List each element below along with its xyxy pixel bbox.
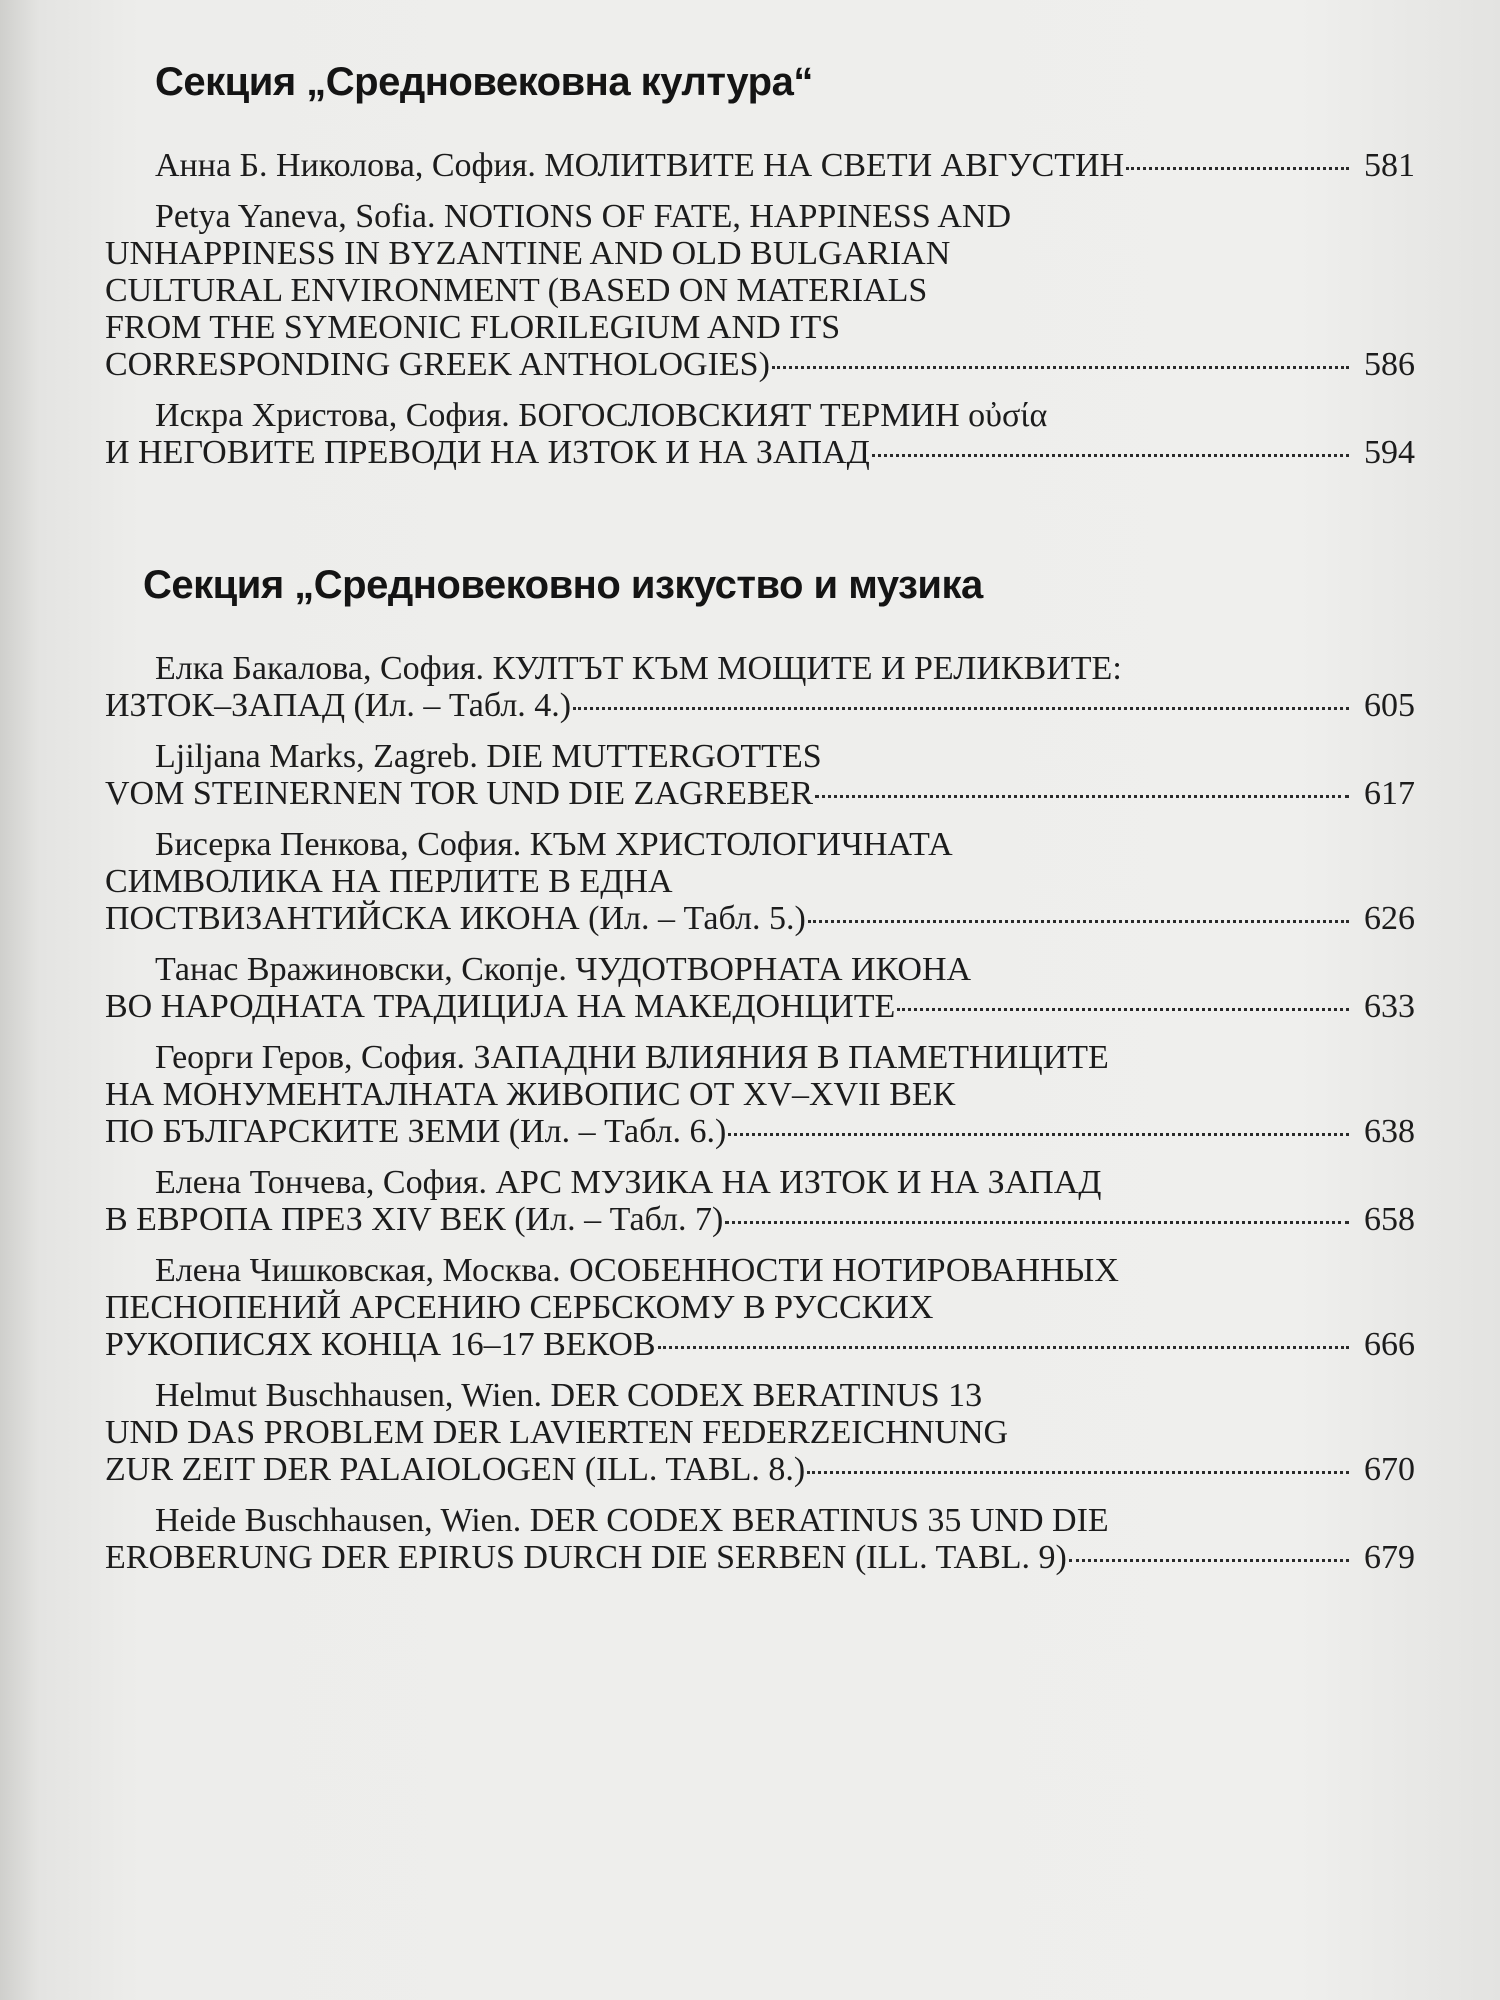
section-medieval-art-music	[95, 563, 1415, 1576]
entry-text: ПОСТВИЗАНТИЙСКА ИКОНА (Ил. – Табл. 5.)	[105, 900, 806, 937]
dot-leader	[872, 454, 1349, 457]
entry-text: РУКОПИСЯХ КОНЦА 16–17 ВЕКОВ	[105, 1326, 656, 1363]
dot-leader	[808, 920, 1349, 923]
page-number: 586	[1364, 346, 1415, 383]
dot-leader	[573, 707, 1349, 710]
toc-entry	[95, 738, 1415, 812]
toc-entry	[95, 650, 1415, 724]
toc-entry	[95, 1377, 1415, 1488]
page-number: 666	[1364, 1326, 1415, 1363]
dot-leader	[728, 1133, 1349, 1136]
entry-text: Анна Б. Николова, София. МОЛИТВИТЕ НА СВЕТИ АВГУСТИН	[155, 147, 1125, 184]
entry-text: EROBERUNG DER EPIRUS DURCH DIE SERBEN (ILL. TABL. 9)	[105, 1539, 1067, 1576]
toc-entry	[95, 1252, 1415, 1363]
entry-text: Helmut Buschhausen, Wien. DER CODEX BERATINUS 13	[155, 1377, 983, 1414]
entry-text: ZUR ZEIT DER PALAIOLOGEN (ILL. TABL. 8.)	[105, 1451, 806, 1488]
toc-entry	[95, 198, 1415, 383]
entry-text: ПЕСНОПЕНИЙ АРСЕНИЮ СЕРБСКОМУ В РУССКИХ	[105, 1289, 934, 1326]
dot-leader	[815, 795, 1349, 798]
entry-text: ПО БЪЛГАРСКИТЕ ЗЕМИ (Ил. – Табл. 6.)	[105, 1113, 727, 1150]
section-title: Секция „Средновековно изкуство и музика	[143, 563, 983, 607]
page-number: 633	[1364, 988, 1415, 1025]
entry-text: Heide Buschhausen, Wien. DER CODEX BERATINUS 35 UND DIE	[155, 1502, 1109, 1539]
page-number: 638	[1364, 1113, 1415, 1150]
page-number: 605	[1364, 687, 1415, 724]
table-of-contents	[95, 60, 1415, 1590]
dot-leader	[772, 366, 1349, 369]
toc-entry	[95, 147, 1415, 184]
page-number: 658	[1364, 1201, 1415, 1238]
section-title: Секция „Средновековна култура“	[155, 60, 813, 104]
dot-leader	[807, 1471, 1349, 1474]
toc-entry	[95, 1502, 1415, 1576]
entry-text: CULTURAL ENVIRONMENT (BASED ON MATERIALS	[105, 272, 928, 309]
entry-text: СИМВОЛИКА НА ПЕРЛИТЕ В ЕДНА	[105, 863, 673, 900]
entry-text: Танас Вражиновски, Скопје. ЧУДОТВОРНАТА ИКОНА	[155, 951, 972, 988]
page-number: 626	[1364, 900, 1415, 937]
toc-entry	[95, 1164, 1415, 1238]
toc-entry	[95, 826, 1415, 937]
dot-leader	[1126, 167, 1349, 170]
toc-entry	[95, 951, 1415, 1025]
entry-text: Елена Тончева, София. АРС МУЗИКА НА ИЗТОК И НА ЗАПАД	[155, 1164, 1102, 1201]
entry-text: В ЕВРОПА ПРЕЗ XIV ВЕК (Ил. – Табл. 7)	[105, 1201, 724, 1238]
entry-text: UND DAS PROBLEM DER LAVIERTEN FEDERZEICHNUNG	[105, 1414, 1009, 1451]
entry-text: Елена Чишковская, Москва. ОСОБЕННОСТИ НОТИРОВАННЫХ	[155, 1252, 1119, 1289]
page-number: 594	[1364, 434, 1415, 471]
entry-text: Искра Христова, София. БОГОСЛОВСКИЯТ ТЕРМИН οὐσία	[155, 397, 1048, 434]
dot-leader	[897, 1008, 1349, 1011]
entry-text: CORRESPONDING GREEK ANTHOLOGIES)	[105, 346, 770, 383]
entry-text: И НЕГОВИТЕ ПРЕВОДИ НА ИЗТОК И НА ЗАПАД	[105, 434, 870, 471]
entry-text: UNHAPPINESS IN BYZANTINE AND OLD BULGARIAN	[105, 235, 951, 272]
entry-text: VOM STEINERNEN TOR UND DIE ZAGREBER	[105, 775, 814, 812]
page-number: 617	[1364, 775, 1415, 812]
page-number: 670	[1364, 1451, 1415, 1488]
entry-text: FROM THE SYMEONIC FLORILEGIUM AND ITS	[105, 309, 841, 346]
entry-text: Ljiljana Marks, Zagreb. DIE MUTTERGOTTES	[155, 738, 822, 775]
entry-text: НА МОНУМЕНТАЛНАТА ЖИВОПИС ОТ XV–XVII ВЕК	[105, 1076, 956, 1113]
entry-text: Елка Бакалова, София. КУЛТЪТ КЪМ МОЩИТЕ И РЕЛИКВИТЕ:	[155, 650, 1122, 687]
toc-entry	[95, 1039, 1415, 1150]
entry-text: Petya Yaneva, Sofia. NOTIONS OF FATE, HAPPINESS AND	[155, 198, 1012, 235]
page-number: 581	[1364, 147, 1415, 184]
entry-text: Бисерка Пенкова, София. КЪМ ХРИСТОЛОГИЧНАТА	[155, 826, 953, 863]
toc-entry	[95, 397, 1415, 471]
section-medieval-culture	[95, 60, 1415, 471]
dot-leader	[658, 1346, 1349, 1349]
entry-text: ИЗТОК–ЗАПАД (Ил. – Табл. 4.)	[105, 687, 572, 724]
entry-text: Георги Геров, София. ЗАПАДНИ ВЛИЯНИЯ В ПАМЕТНИЦИТЕ	[155, 1039, 1109, 1076]
page-number: 679	[1364, 1539, 1415, 1576]
entry-text: ВО НАРОДНАТА ТРАДИЦИЈА НА МАКЕДОНЦИТЕ	[105, 988, 896, 1025]
dot-leader	[1069, 1559, 1349, 1562]
dot-leader	[725, 1221, 1349, 1224]
